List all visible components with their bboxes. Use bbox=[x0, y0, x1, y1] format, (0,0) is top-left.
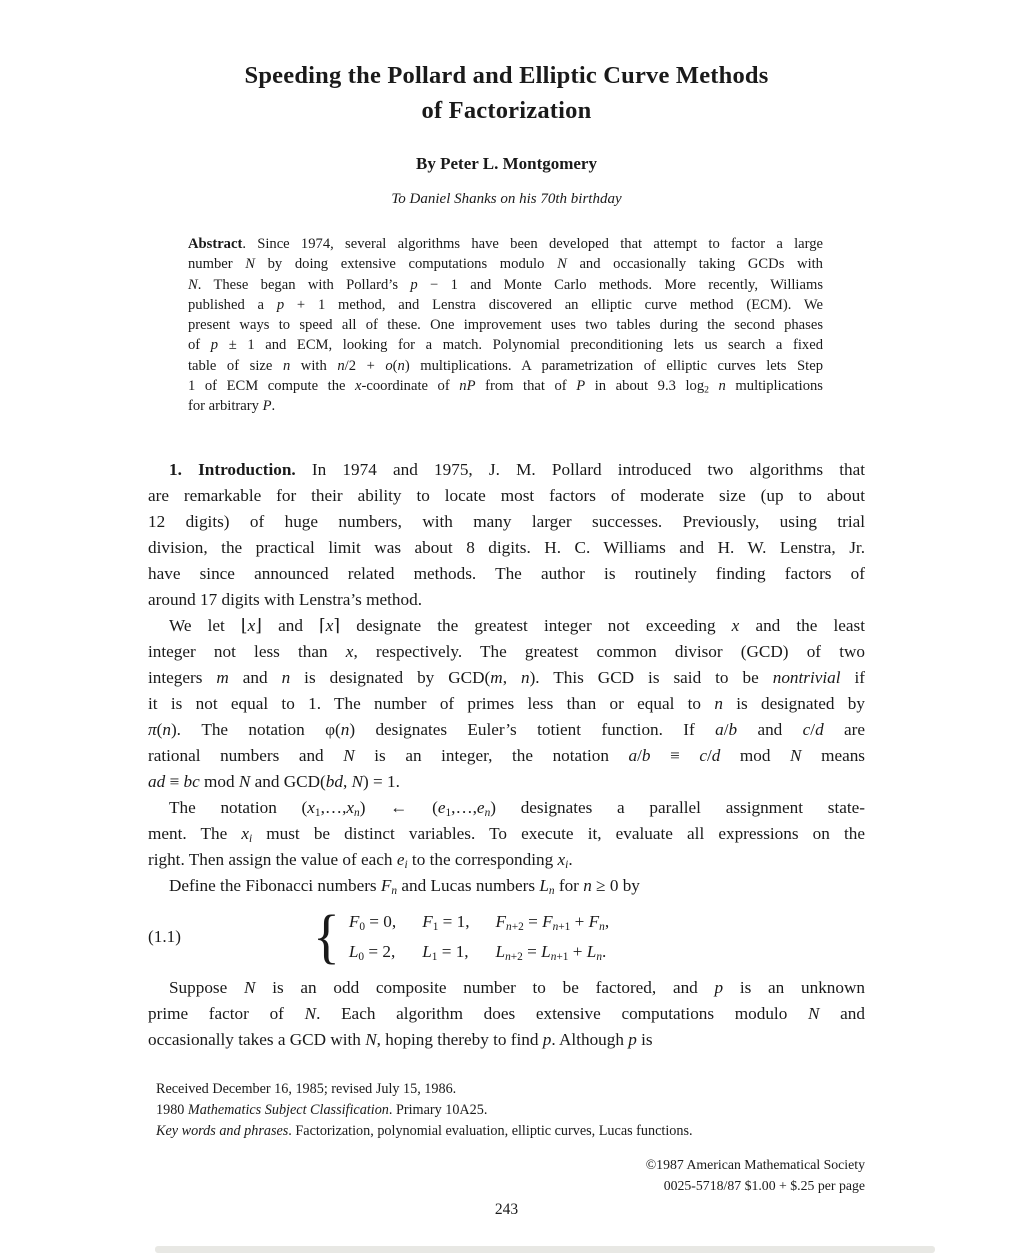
text-line: The notation $(x_1,\dots,x_n)$ ← $(e_1,\dots,e_n)$ designates a parallel assignment state- bbox=[169, 797, 865, 819]
text-line: 1. Introduction. In 1974 and 1975, J. M. Pollard introduced two algorithms that bbox=[169, 459, 866, 479]
text-line: 12 digits) of huge numbers, with many larger successes. Previously, using trial bbox=[148, 511, 865, 531]
dedication: To Daniel Shanks on his 70th birthday bbox=[391, 191, 622, 207]
text-line: right. Then assign the value of each $e_i$ to the corresponding $x_i$. bbox=[148, 849, 573, 871]
author-byline: By Peter L. Montgomery bbox=[416, 154, 597, 173]
text-line: around 17 digits with Lenstra’s method. bbox=[148, 589, 423, 609]
text-line: of p ± 1 and ECM, looking for a match. Polynomial preconditioning lets us search a fixed bbox=[188, 337, 823, 354]
text-line: 1 of ECM compute the x-coordinate of nP from that of P in about 9.3 $\log_2 n$ multiplications bbox=[188, 378, 823, 396]
text-line: have since announced related methods. The author is routinely finding factors of bbox=[148, 563, 865, 583]
text-line: ment. The $x_i$ must be distinct variables. To execute it, evaluate all expressions on the bbox=[148, 823, 866, 845]
text-line: We let ⌊x⌋ and ⌈x⌉ designate the greatest integer not exceeding x and the least bbox=[169, 615, 866, 635]
page-number: 243 bbox=[494, 1200, 519, 1218]
body-paragraph bbox=[148, 975, 865, 1053]
body-paragraph bbox=[148, 795, 865, 873]
text-line: 1980 Mathematics Subject Classification. Primary 10A25. bbox=[156, 1101, 488, 1118]
equation-1-1 bbox=[148, 904, 865, 970]
text-line: number N by doing extensive computations modulo N and occasionally taking GCDs with bbox=[188, 256, 823, 273]
text-line: N. These began with Pollard’s p − 1 and Monte Carlo methods. More recently, Williams bbox=[188, 276, 823, 293]
equation-number: (1.1) bbox=[148, 926, 181, 946]
text-line: ad ≡ bc mod N and GCD(bd, N) = 1. bbox=[148, 771, 400, 791]
title-line-2: of Factorization bbox=[421, 97, 592, 124]
equation-term: $L_1 = 1$, bbox=[422, 941, 469, 963]
text-line: Define the Fibonacci numbers $F_n$ and Lucas numbers $L_n$ for n ≥ 0 by bbox=[169, 875, 640, 897]
text-line: rational numbers and N is an integer, the notation a/b ≡ c/d mod N means bbox=[148, 745, 865, 765]
text-line: for arbitrary P. bbox=[188, 398, 276, 415]
text-line: Key words and phrases. Factorization, polynomial evaluation, elliptic curves, Lucas functions. bbox=[156, 1122, 693, 1139]
text-line: it is not equal to 1. The number of primes less than or equal to n is designated by bbox=[148, 693, 865, 713]
text-line: integer not less than x, respectively. The greatest common divisor (GCD) of two bbox=[148, 641, 865, 661]
body-paragraph bbox=[148, 613, 865, 795]
copyright-block bbox=[148, 1154, 865, 1196]
text-line: are remarkable for their ability to locate most factors of moderate size (up to about bbox=[148, 485, 865, 505]
equation-term: $L_0 = 2$, bbox=[348, 941, 396, 963]
equation-body bbox=[349, 907, 609, 967]
equation-term: $F_0 = 0$, bbox=[348, 911, 397, 933]
paper-title bbox=[148, 58, 865, 128]
copyright-line-2: 0025-5718/87 $1.00 + $.25 per page bbox=[663, 1177, 865, 1193]
text-line: published a p + 1 method, and Lenstra discovered an elliptic curve method (ECM). We bbox=[188, 296, 823, 313]
scan-edge-artifact bbox=[155, 1246, 935, 1253]
left-brace-glyph: { bbox=[312, 903, 340, 971]
equation-term: $F_{n+2} = F_{n+1} + F_n$, bbox=[495, 911, 610, 933]
equation-term: $L_{n+2} = L_{n+1} + L_n$. bbox=[495, 941, 607, 963]
body-paragraph bbox=[148, 457, 865, 613]
text-line: prime factor of N. Each algorithm does extensive computations modulo N and bbox=[148, 1003, 865, 1023]
abstract bbox=[188, 234, 823, 417]
body-continued bbox=[148, 975, 865, 1053]
text-line: Abstract. Since 1974, several algorithms have been developed that attempt to factor a large bbox=[188, 236, 823, 252]
text-line: integers m and n is designated by GCD(m, n). This GCD is said to be nontrivial if bbox=[148, 667, 865, 687]
footnotes bbox=[156, 1079, 865, 1142]
text-line: Received December 16, 1985; revised July 15, 1986. bbox=[156, 1080, 457, 1097]
text-line: present ways to speed all of these. One improvement uses two tables during the second phases bbox=[188, 317, 823, 334]
equation-term: $F_1 = 1$, bbox=[422, 911, 470, 933]
copyright-line-1: ©1987 American Mathematical Society bbox=[645, 1156, 865, 1172]
introduction-section bbox=[148, 457, 865, 899]
title-line-1: Speeding the Pollard and Elliptic Curve Methods bbox=[244, 62, 769, 89]
text-line: table of size n with n/2 + o(n) multiplications. A parametrization of elliptic curves lets Step bbox=[188, 357, 823, 374]
text-line: occasionally takes a GCD with N, hoping thereby to find p. Although p is bbox=[148, 1029, 653, 1049]
text-line: π(n). The notation φ(n) designates Euler’s totient function. If a/b and c/d are bbox=[148, 719, 865, 739]
body-paragraph bbox=[148, 873, 865, 899]
text-line: division, the practical limit was about 8 digits. H. C. Williams and H. W. Lenstra, Jr. bbox=[148, 537, 865, 557]
text-line: Suppose N is an odd composite number to be factored, and p is an unknown bbox=[169, 977, 865, 997]
